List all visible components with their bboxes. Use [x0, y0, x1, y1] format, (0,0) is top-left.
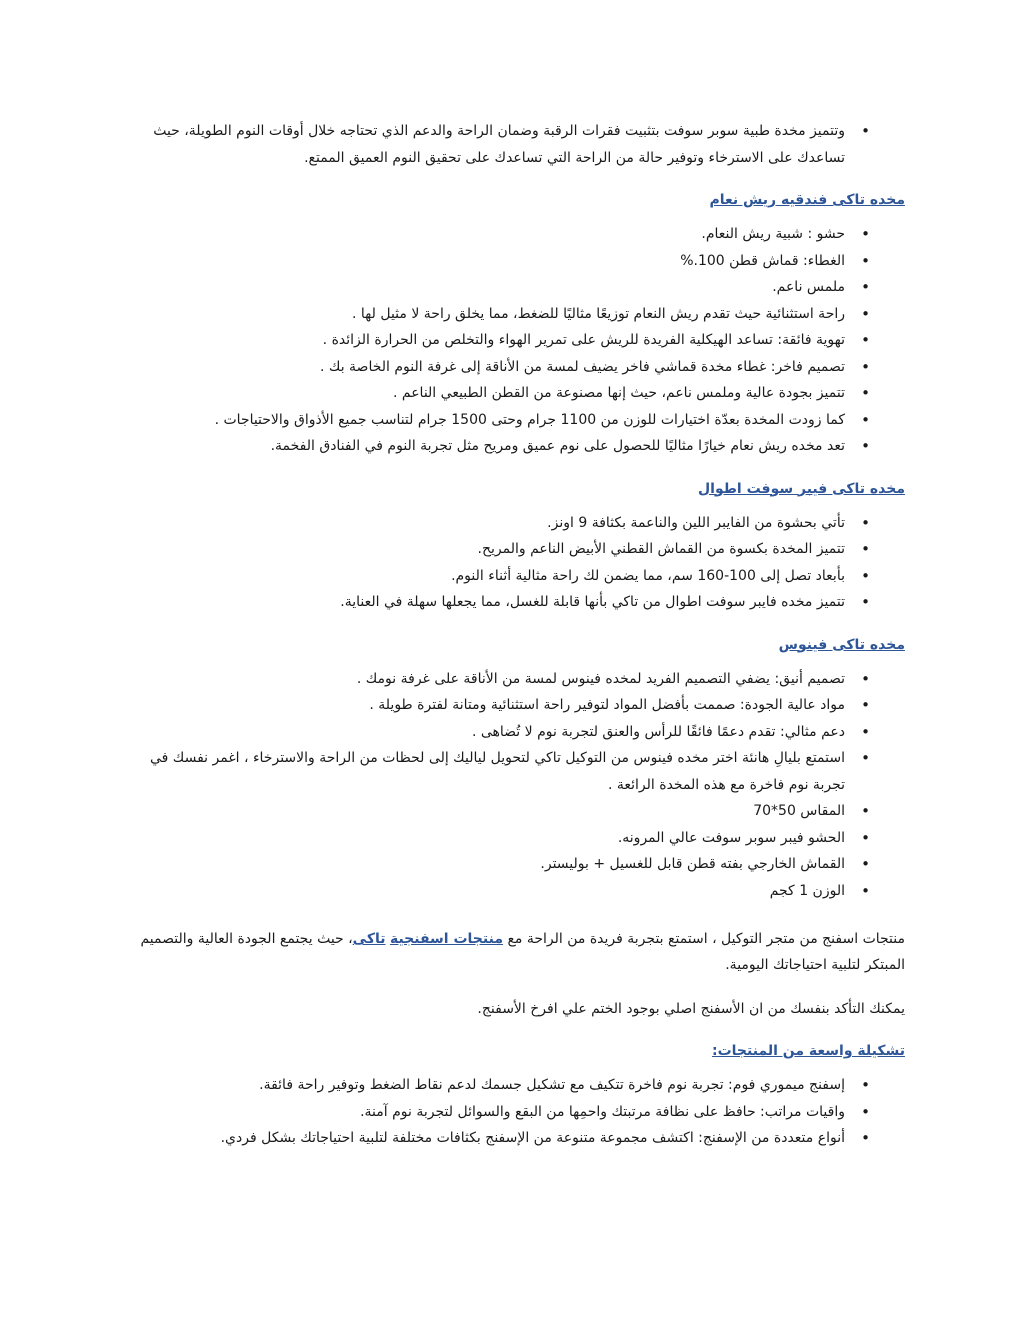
- section-heading-venus: مخده تاكى فينوس: [778, 636, 905, 653]
- list-item-text: الحشو فيبر سوبر سوفت عالي المرونه.: [617, 829, 845, 846]
- list-item-text: تتميز المخدة بكسوة من القماش القطني الأبيض الناعم والمريح.: [477, 541, 845, 557]
- document-page: [118, 118, 905, 1152]
- list-item-text: كما زودت المخدة بعدّة اختيارات للوزن من 1100 جرام وحتى 1500 جرام لتناسب جميع الأذواق والاحتياجات .: [214, 411, 845, 428]
- section-heading-products: تشكيلة واسعة من المنتجات:: [712, 1043, 905, 1059]
- list-item: [118, 274, 905, 301]
- list-item: [118, 536, 905, 563]
- fiber-soft-list: [118, 510, 905, 616]
- sponge-products-link[interactable]: منتجات اسفنجية: [389, 931, 503, 947]
- list-item: [118, 301, 905, 328]
- products-list: [118, 1072, 905, 1152]
- list-item: [118, 248, 905, 275]
- list-item: [118, 666, 905, 693]
- list-item: [118, 589, 905, 616]
- list-item: [118, 719, 905, 746]
- list-item-text: مواد عالية الجودة: صممت بأفضل المواد لتوفير راحة استثنائية ومتانة لفترة طويلة .: [369, 697, 845, 713]
- list-item: [118, 1125, 905, 1152]
- paragraph-text: ، حيث يجتمع الجودة العالية والتصميم المبتكر لتلبية احتياجاتك اليومية.: [140, 931, 905, 973]
- list-item: [118, 221, 905, 248]
- list-item-text: تعد مخده ريش نعام خيارًا مثاليًا للحصول على نوم عميق ومريح مثل تجربة النوم في الفنادق الفخمة.: [270, 438, 845, 454]
- list-item-text: تصميم فاخر: غطاء مخدة قماشي فاخر يضيف لمسة من الأناقة إلى غرفة النوم الخاصة بك .: [320, 358, 845, 375]
- section-heading-fiber-soft: مخده تاكى فيبر سوفت اطوال: [698, 480, 905, 497]
- list-item: [118, 118, 905, 171]
- list-item-text: وتتميز مخدة طبية سوبر سوفت بتثبيت فقرات الرقبة وضمان الراحة والدعم الذي تحتاجه خلال أوقات النوم الطويلة، حيث تساعدك على الاسترخاء وتوفير حالة من الراحة التي تساعدك على تحقيق النوم العميق الممتع.: [153, 123, 845, 166]
- list-item: [118, 563, 905, 590]
- paragraph-text: منتجات اسفنج من متجر التوكيل ، استمتع بتجربة فريدة من الراحة مع: [503, 931, 905, 947]
- list-item-text: القماش الخارجي بفته قطن قابل للغسيل + بوليستر.: [540, 856, 845, 872]
- list-item-text: استمتع بليالِ هانئة اختر مخده فينوس من التوكيل تاكي لتحويل لياليك إلى لحظات من الراحة والاسترخاء ، اغمر نفسك في تجربة نوم فاخرة مع هذه المخدة الرائعة .: [149, 750, 845, 793]
- list-item-text: راحة استثنائية حيث تقدم ريش النعام توزيعًا مثاليًا للضغط، مما يخلق راحة لا مثيل لها .: [352, 305, 845, 322]
- authenticity-paragraph: يمكنك التأكد بنفسك من ان الأسفنج اصلي بوجود الختم علي افرخ الأسفنج.: [477, 1001, 905, 1017]
- list-item: [118, 878, 905, 905]
- list-item: [118, 1072, 905, 1099]
- list-item: [118, 851, 905, 878]
- list-item-text: تصميم أنيق: يضفي التصميم الفريد لمخده فينوس لمسة من الأناقة على غرفة نومك .: [356, 670, 845, 687]
- list-item: [118, 1099, 905, 1126]
- list-item: [118, 692, 905, 719]
- list-item-text: دعم مثالي: تقدم دعمًا فائقًا للرأس والعنق لتجربة نوم لا تُضاهى .: [471, 723, 845, 740]
- list-item-text: الغطاء: قماش قطن 100.%: [680, 252, 845, 269]
- venus-list: [118, 666, 905, 905]
- list-item-text: ملمس ناعم.: [772, 279, 845, 295]
- list-item-text: المقاس 50*70: [753, 803, 845, 819]
- list-item-text: أنواع متعددة من الإسفنج: اكتشف مجموعة متنوعة من الإسفنج بكثافات مختلفة لتلبية احتياجاتك بشكل فردي.: [220, 1130, 845, 1146]
- list-item: [118, 798, 905, 825]
- taki-link[interactable]: تاكى: [352, 931, 386, 947]
- sponge-products-paragraph: [118, 926, 905, 978]
- list-item-text: حشو : شبية ريش النعام.: [701, 226, 845, 242]
- list-item-text: بأبعاد تصل إلى 100-160 سم، مما يضمن لك راحة مثالية أثناء النوم.: [451, 567, 845, 584]
- list-item: [118, 433, 905, 460]
- list-item: [118, 825, 905, 852]
- list-item-text: إسفنج ميموري فوم: تجربة نوم فاخرة تتكيف مع تشكيل جسمك لدعم نقاط الضغط وتوفير راحة فائقة.: [259, 1077, 845, 1093]
- list-item-text: واقيات مراتب: حافظ على نظافة مرتبتك واحمِها من البقع والسوائل لتجربة نوم آمنة.: [360, 1103, 845, 1120]
- list-item-text: تتميز مخده فايبر سوفت اطوال من تاكي بأنها قابلة للغسل، مما يجعلها سهلة في العناية.: [340, 594, 845, 610]
- section-heading-ostrich-feather: مخده تاكى فندقيه ريش نعام: [709, 192, 905, 208]
- list-item-text: تتميز بجودة عالية وملمس ناعم، حيث إنها مصنوعة من القطن الطبيعي الناعم .: [392, 385, 845, 401]
- list-item: [118, 327, 905, 354]
- list-item: [118, 380, 905, 407]
- list-item: [118, 745, 905, 798]
- intro-list: [118, 118, 905, 171]
- ostrich-feather-list: [118, 221, 905, 460]
- list-item: [118, 354, 905, 381]
- list-item: [118, 407, 905, 434]
- list-item-text: تأتي بحشوة من الفايبر اللين والناعمة بكثافة 9 اونز.: [547, 514, 845, 531]
- list-item: [118, 510, 905, 537]
- list-item-text: تهوية فائقة: تساعد الهيكلية الفريدة للريش على تمرير الهواء والتخلص من الحرارة الزائدة .: [322, 332, 845, 348]
- list-item-text: الوزن 1 كجم: [769, 882, 845, 899]
